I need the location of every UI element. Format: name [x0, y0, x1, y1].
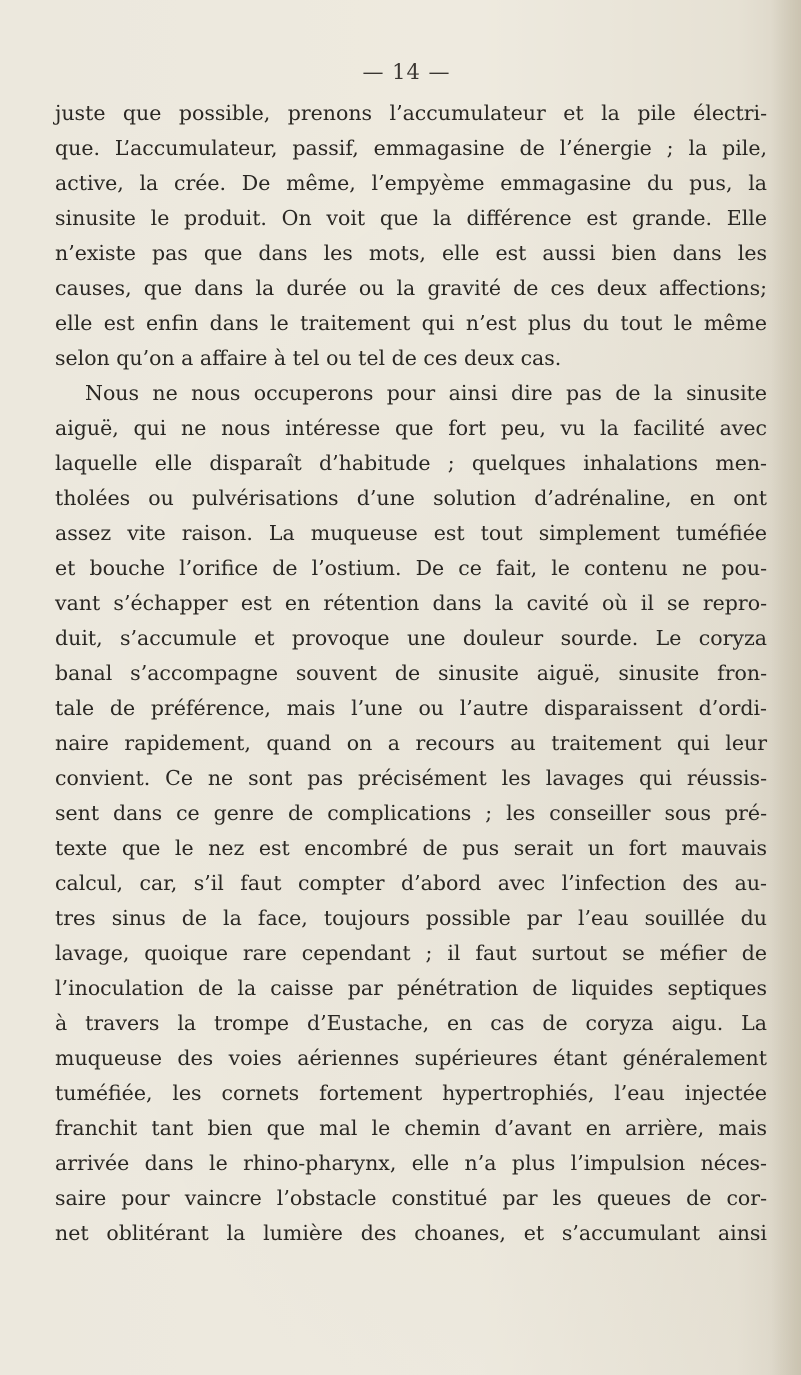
text-line: juste que possible, prenons l’accumulateur et la pile électri-	[55, 101, 767, 125]
text-line: tale de préférence, mais l’une ou l’autre disparaissent d’ordi-	[55, 696, 767, 720]
body-text	[55, 96, 767, 1251]
text-line: tres sinus de la face, toujours possible par l’eau souillée du	[55, 906, 767, 930]
text-line: n’existe pas que dans les mots, elle est aussi bien dans les	[55, 241, 767, 265]
text-line: arrivée dans le rhino-pharynx, elle n’a plus l’impulsion néces-	[55, 1151, 767, 1175]
page-edge-shadow	[771, 0, 801, 1375]
text-line: assez vite raison. La muqueuse est tout simplement tuméfiée	[55, 521, 767, 545]
text-line: vant s’échapper est en rétention dans la cavité où il se repro-	[55, 591, 767, 615]
text-line: que. L’accumulateur, passif, emmagasine de l’énergie ; la pile,	[55, 136, 767, 160]
text-line: sinusite le produit. On voit que la différence est grande. Elle	[55, 206, 767, 230]
text-line: tholées ou pulvérisations d’une solution d’adrénaline, en ont	[55, 486, 767, 510]
text-line: muqueuse des voies aériennes supérieures étant généralement	[55, 1046, 767, 1070]
page-number: — 14 —	[362, 60, 451, 84]
text-line: et bouche l’orifice de l’ostium. De ce fait, le contenu ne pou-	[55, 556, 767, 580]
text-line: l’inoculation de la caisse par pénétration de liquides septiques	[55, 976, 767, 1000]
text-line: duit, s’accumule et provoque une douleur sourde. Le coryza	[55, 626, 767, 650]
text-line: laquelle elle disparaît d’habitude ; quelques inhalations men-	[55, 451, 767, 475]
text-line: texte que le nez est encombré de pus serait un fort mauvais	[55, 836, 767, 860]
text-line: elle est enfin dans le traitement qui n’est plus du tout le même	[55, 311, 767, 335]
text-line: calcul, car, s’il faut compter d’abord avec l’infection des au-	[55, 871, 767, 895]
text-line: convient. Ce ne sont pas précisément les lavages qui réussis-	[55, 766, 767, 790]
text-line: active, la crée. De même, l’empyème emmagasine du pus, la	[55, 171, 767, 195]
text-line: saire pour vaincre l’obstacle constitué par les queues de cor-	[55, 1186, 767, 1210]
text-line: sent dans ce genre de complications ; les conseiller sous pré-	[55, 801, 767, 825]
text-line: franchit tant bien que mal le chemin d’avant en arrière, mais	[55, 1116, 767, 1140]
text-line: à travers la trompe d’Eustache, en cas de coryza aigu. La	[55, 1011, 767, 1035]
text-line: net oblitérant la lumière des choanes, et s’accumulant ainsi	[55, 1221, 767, 1245]
text-line: selon qu’on a affaire à tel ou tel de ces deux cas.	[55, 346, 562, 370]
text-line: lavage, quoique rare cependant ; il faut surtout se méfier de	[55, 941, 767, 965]
text-line: aiguë, qui ne nous intéresse que fort peu, vu la facilité avec	[55, 416, 767, 440]
text-line: Nous ne nous occuperons pour ainsi dire pas de la sinusite	[85, 381, 767, 405]
text-line: causes, que dans la durée ou la gravité de ces deux affections;	[55, 276, 767, 300]
text-line: naire rapidement, quand on a recours au traitement qui leur	[55, 731, 767, 755]
text-line: banal s’accompagne souvent de sinusite aiguë, sinusite fron-	[55, 661, 767, 685]
text-line: tuméfiée, les cornets fortement hypertrophiés, l’eau injectée	[55, 1081, 767, 1105]
